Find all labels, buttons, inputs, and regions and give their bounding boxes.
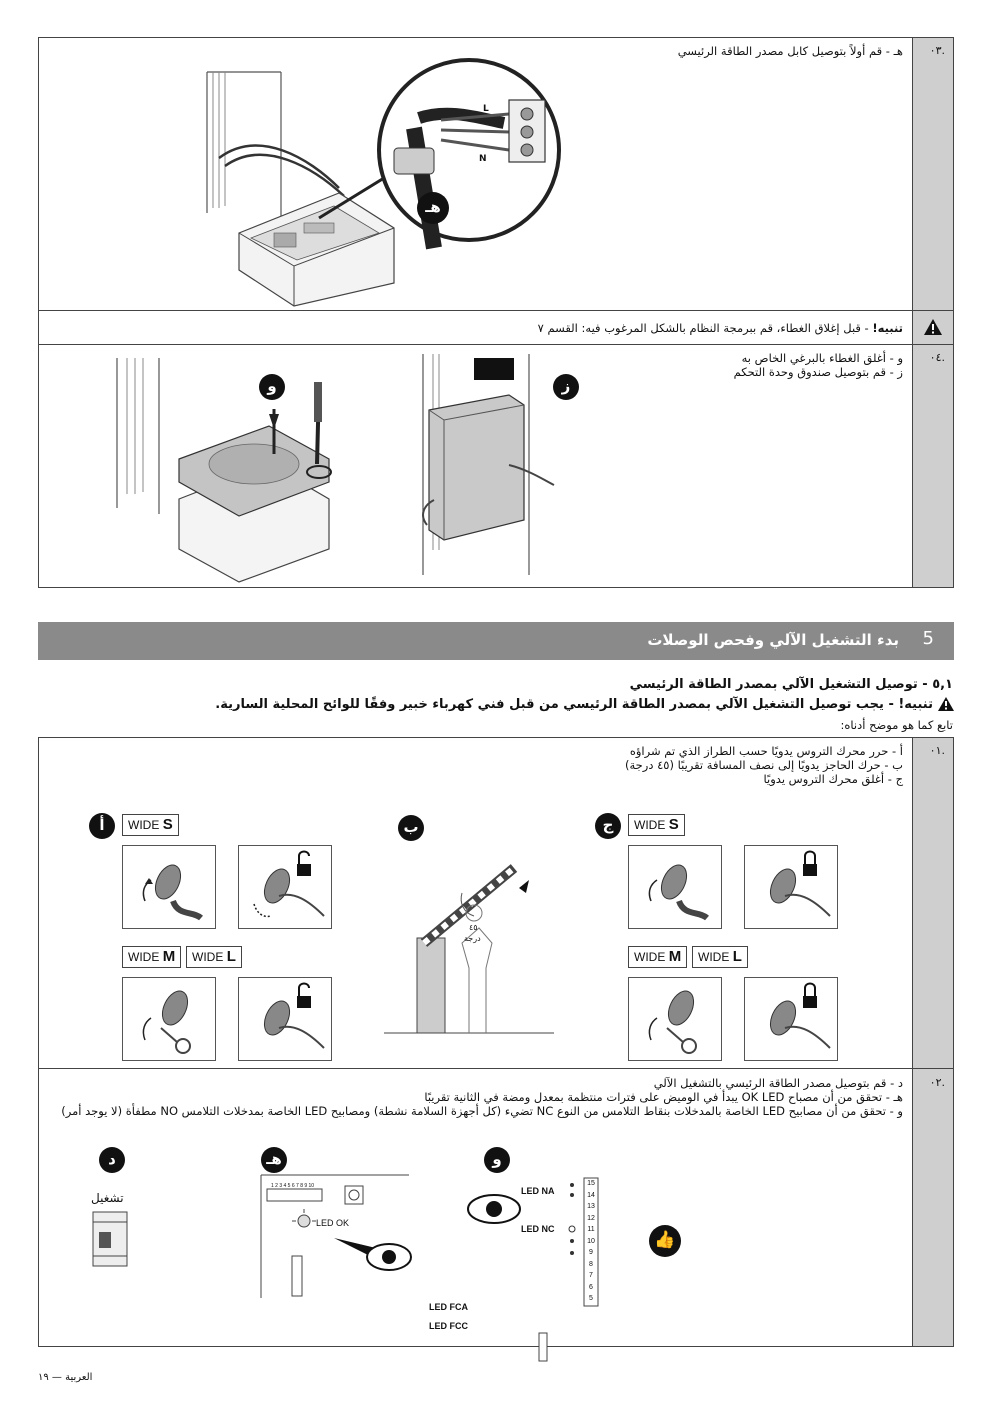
switch-label: تشغيل [91, 1191, 124, 1205]
warning-body: - قبل إغلاق الغطاء، قم ببرمجة النظام بالشكل المرغوب فيه: القسم ٧ [537, 321, 873, 335]
release-step-illustration [122, 977, 216, 1061]
warning-text [538, 321, 903, 335]
step-number: .٠١ [929, 744, 945, 757]
terminal-number: 5 [589, 1295, 593, 1302]
step-number: .٠٢ [929, 1076, 945, 1089]
step-instruction: ج - أغلق محرك التروس يدويًا [763, 772, 903, 786]
step-badge: و [484, 1147, 510, 1173]
model-label-wide-m: WIDE M [628, 946, 687, 968]
step-instruction: د - قم بتوصيل مصدر الطاقة الرئيسي بالتشغيل الآلي [653, 1076, 903, 1090]
warning-icon [937, 696, 955, 712]
step-instruction: أ - حرر محرك التروس يدويًا حسب الطراز الذي تم شراؤه [629, 744, 903, 758]
step-number: .٠٤ [929, 351, 945, 364]
step-badge: أ [89, 813, 115, 839]
step-number-column [912, 738, 953, 1346]
model-label-wide-m: WIDE M [122, 946, 181, 968]
row-divider [39, 344, 953, 345]
model-label-wide-s: WIDE S [122, 814, 179, 836]
led-ok-label: LED OK [316, 1218, 350, 1228]
barrier-move-illustration [384, 858, 554, 1058]
step-badge: هـ [261, 1147, 287, 1173]
step-number: .٠٣ [929, 44, 945, 57]
steps-table-bottom [38, 737, 954, 1347]
led-na-label: LED NA [521, 1186, 555, 1196]
terminal-number: 8 [589, 1260, 593, 1268]
section-header [38, 622, 954, 660]
lock-step-illustration [628, 845, 722, 929]
led-fca-label: LED FCA [429, 1302, 468, 1312]
page-footer: العربية — ١٩ [38, 1372, 93, 1383]
connect-control-box-illustration [419, 350, 569, 580]
led-nc-label: LED NC [521, 1224, 555, 1234]
control-board-illustration [259, 1173, 419, 1303]
angle-value: ٤٥ [469, 923, 478, 932]
subsection-heading: ٥,١ - توصيل التشغيل الآلي بمصدر الطاقة الرئيسي [629, 677, 953, 692]
warning-title: تنبيه! [872, 321, 903, 335]
step-badge: ز [553, 374, 579, 400]
terminal-number: 15 [587, 1180, 595, 1187]
section-number: 5 [922, 628, 934, 649]
terminal-number: 10 [587, 1237, 595, 1245]
terminal-label-l: L [483, 104, 489, 114]
terminal-number: 7 [589, 1272, 593, 1279]
terminal-number: 9 [589, 1249, 593, 1256]
power-cable-illustration [179, 38, 699, 308]
steps-table-top [38, 37, 954, 588]
step-instruction: و - تحقق من أن مصابيح LED الخاصة بالمدخلات بنقاط التلامس من النوع NC تضيء (كل أجهزة السلامة نشطة) ومصابيح LED الخاصة بمدخلات التلامس NO مطفأة (لا يوجد أمر) [61, 1104, 903, 1118]
dip-switch-numbers: 1 2 3 4 5 6 7 8 9 10 [271, 1183, 315, 1189]
row-divider [39, 310, 953, 311]
step-instruction: هـ - تحقق من أن مصباح OK LED يبدأ في الوميض على فترات منتظمة بمعدل ومضة في الثانية تقريبًا [424, 1090, 903, 1104]
step-badge: ج [595, 813, 621, 839]
terminal-number: 6 [589, 1283, 593, 1291]
thumbs-up-icon: 👍 [649, 1225, 681, 1257]
step-badge: هـ [417, 192, 449, 224]
step-instruction: ز - قم بتوصيل صندوق وحدة التحكم [733, 365, 903, 379]
subsection-intro: تابع كما هو موضح أدناه: [840, 718, 953, 732]
section-title: بدء التشغيل الآلي وفحص الوصلات [647, 631, 899, 649]
release-step-illustration [122, 845, 216, 929]
terminal-number: 11 [587, 1226, 595, 1233]
model-label-wide-l: WIDE L [692, 946, 748, 968]
circuit-breaker-icon [91, 1210, 131, 1270]
step-instruction: و - أغلق الغطاء بالبرغي الخاص به [741, 351, 903, 365]
subsection-warning: تنبيه! - يجب توصيل التشغيل الآلي بمصدر الطاقة الرئيسي من قبل فني كهرباء خبير وفقًا للوائح المحلية السارية. [215, 697, 933, 712]
row-divider [39, 1068, 953, 1069]
model-label-wide-s: WIDE S [628, 814, 685, 836]
step-instruction: ب - حرك الحاجز يدويًا إلى نصف المسافة تقريبًا (٤٥ درجة) [625, 758, 903, 772]
warning-icon [923, 318, 943, 336]
release-step-illustration [238, 977, 332, 1061]
terminal-number: 14 [587, 1191, 595, 1199]
step-badge: و [259, 374, 285, 400]
step-badge: د [99, 1147, 125, 1173]
step-badge: ب [398, 815, 424, 841]
terminal-block-illustration [464, 1173, 624, 1343]
model-label-wide-l: WIDE L [186, 946, 242, 968]
terminal-number: 13 [587, 1203, 595, 1210]
terminal-numbers [584, 1178, 598, 1305]
lock-step-illustration [744, 845, 838, 929]
step-instruction: هـ - قم أولاً بتوصيل كابل مصدر الطاقة الرئيسي [677, 44, 903, 58]
close-cover-illustration [109, 354, 369, 584]
terminal-label-n: N [479, 154, 487, 164]
led-fcc-label: LED FCC [429, 1321, 468, 1331]
lock-step-illustration [744, 977, 838, 1061]
lock-step-illustration [628, 977, 722, 1061]
step-number-column [912, 38, 953, 587]
release-step-illustration [238, 845, 332, 929]
angle-unit: درجة [464, 934, 481, 943]
terminal-number: 12 [587, 1214, 595, 1222]
